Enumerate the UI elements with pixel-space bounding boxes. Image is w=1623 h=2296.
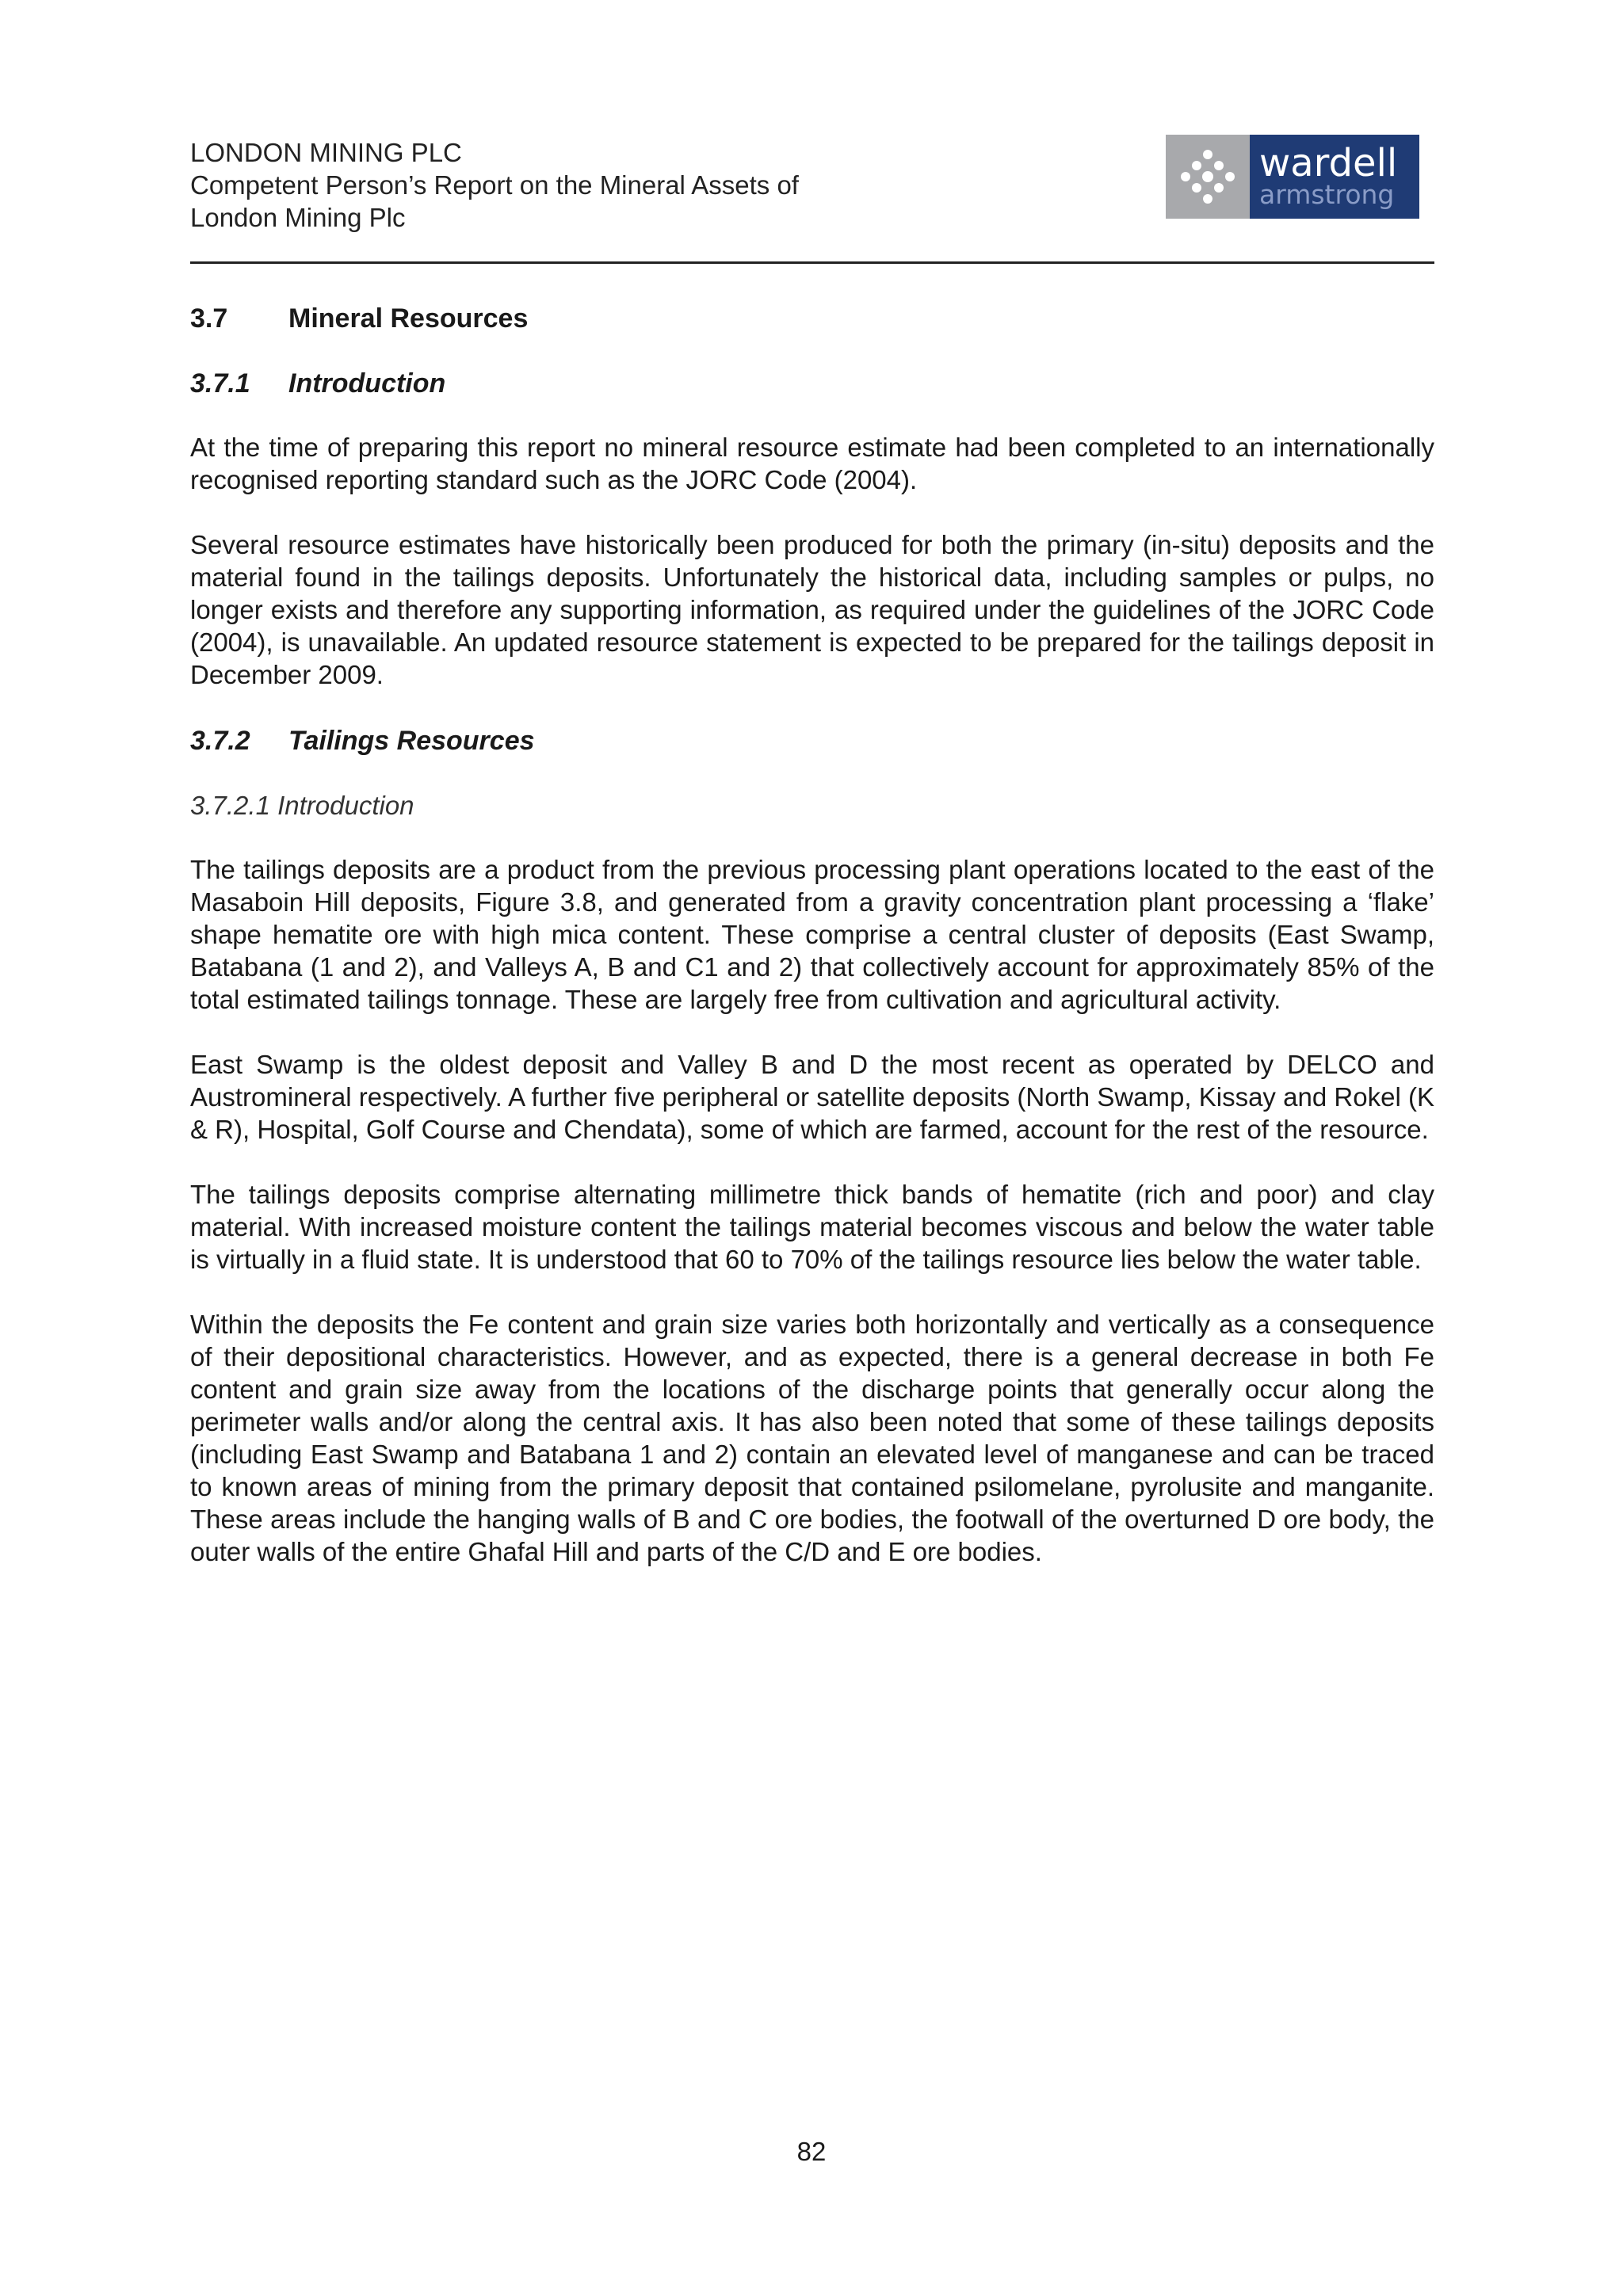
page-number: 82 <box>796 2137 827 2166</box>
logo-mark-icon <box>1176 145 1239 208</box>
paragraph: The tailings deposits comprise alternating millimetre thick bands of hematite (rich and poor) and clay material. With increased moisture content the tailings material becomes viscous and below the water table is virtually in a fluid state. It is understood that 60 to 70% of the tailings resource lies below the water table. <box>190 1180 1434 1274</box>
section-title: Mineral Resources <box>288 303 529 334</box>
section-number: 3.7 <box>190 303 228 334</box>
subsection-number: 3.7.2 <box>190 726 250 756</box>
document-body <box>190 301 1434 1600</box>
logo-wordmark <box>1250 135 1419 219</box>
wardell-armstrong-logo <box>1166 135 1419 219</box>
logo-diamond-icon <box>1166 135 1250 219</box>
header-divider <box>190 261 1434 264</box>
subsection-heading-3-7-2 <box>190 723 1434 758</box>
header-company: LONDON MINING PLC <box>190 138 462 167</box>
subsubsection-heading-3-7-2-1: 3.7.2.1 Introduction <box>190 791 414 820</box>
section-heading-3-7 <box>190 301 1434 336</box>
paragraph: At the time of preparing this report no mineral resource estimate had been completed to an internationally recognised reporting standard such as the JORC Code (2004). <box>190 433 1434 494</box>
logo-word-armstrong: armstrong <box>1259 179 1395 210</box>
subsection-title: Introduction <box>288 368 446 399</box>
subsection-title: Tailings Resources <box>288 726 535 756</box>
paragraph: Several resource estimates have historically been produced for both the primary (in-situ) deposits and the material found in the tailings deposits. Unfortunately the historical data, including samples or pulps, no longer exists and therefore any supporting information, as required under the guidelines of the JORC Code (2004), is unavailable. An updated resource statement is expected to be prepared for the tailings deposit in December 2009. <box>190 530 1434 689</box>
paragraph: East Swamp is the oldest deposit and Valley B and D the most recent as operated by DELCO and Austromineral respectively. A further five peripheral or satellite deposits (North Swamp, Kissay and Rokel (K & R), Hospital, Golf Course and Chendata), some of which are farmed, account for the rest of the resource. <box>190 1050 1434 1144</box>
header-report-title-line2: London Mining Plc <box>190 203 406 232</box>
logo-word-wardell: wardell <box>1259 141 1398 185</box>
header-report-title-line1: Competent Person’s Report on the Mineral Assets of <box>190 170 799 200</box>
subsection-number: 3.7.1 <box>190 368 250 399</box>
paragraph: Within the deposits the Fe content and grain size varies both horizontally and vertically as a consequence of their depositional characteristics. However, and as expected, there is a general decrease in both Fe content and grain size away from the locations of the discharge points that generally occur along the perimeter walls and/or along the central axis. It has also been noted that some of these tailings deposits (including East Swamp and Batabana 1 and 2) contain an elevated level of manganese and can be traced to known areas of mining from the primary deposit that contained psilomelane, pyrolusite and manganite. These areas include the hanging walls of B and C ore bodies, the footwall of the overturned D ore body, the outer walls of the entire Ghafal Hill and parts of the C/D and E ore bodies. <box>190 1310 1434 1566</box>
paragraph: The tailings deposits are a product from the previous processing plant operations located to the east of the Masaboin Hill deposits, Figure 3.8, and generated from a gravity concentration plant processing a ‘flake’ shape hematite ore with high mica content. These comprise a central cluster of deposits (East Swamp, Batabana (1 and 2), and Valleys A, B and C1 and 2) that collectively account for approximately 85% of the total estimated tailings tonnage. These are largely free from cultivation and agricultural activity. <box>190 855 1434 1014</box>
subsection-heading-3-7-1 <box>190 366 1434 401</box>
